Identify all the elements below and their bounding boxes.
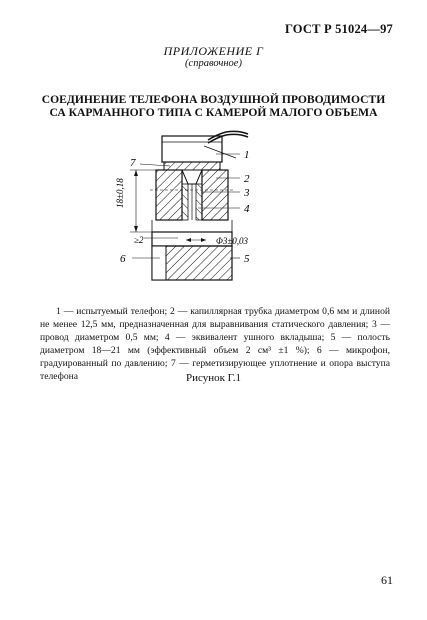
appendix-title: ПРИЛОЖЕНИЕ Г	[163, 44, 264, 58]
figure-legend: 1 — испытуемый телефон; 2 — капиллярная трубка диаметром 0,6 мм и длиной не менее 12,5 мм, предназначенная для выравнивания статического давления; 3 — провод диаметром 0,5 мм; 4 — эквивалент ушного вкладыша; 5 — полость диаметром 18—21 мм (эффективный объем 2 см³ ±1 %); 6 — микрофон, градуированный по давлению; 7 — герметизирующее уплотнение и опора выступа телефона	[40, 306, 390, 382]
dimension-height: 18±0,18	[115, 178, 125, 208]
label-5: 5	[244, 253, 250, 265]
telephone-body	[162, 131, 248, 162]
figure-caption: Рисунок Г.1	[185, 372, 242, 384]
technical-drawing	[90, 128, 280, 296]
label-1: 1	[244, 149, 250, 161]
label-6: 6	[120, 253, 126, 265]
label-3: 3	[244, 187, 250, 199]
document-title	[0, 93, 427, 119]
label-2: 2	[244, 173, 250, 185]
dimension-gap: ≥2	[134, 235, 144, 245]
standard-id: ГОСТ Р 51024—97	[284, 22, 393, 36]
label-7: 7	[130, 157, 136, 169]
dimension-diameter: Φ3±0,03	[216, 236, 249, 246]
page-number: 61	[381, 573, 393, 587]
lower-block	[152, 220, 232, 280]
label-4: 4	[244, 203, 250, 215]
title-line-2: СА КАРМАННОГО ТИПА С КАМЕРОЙ МАЛОГО ОБЪЕМА	[49, 106, 378, 119]
appendix-subtitle: (справочное)	[185, 58, 242, 69]
title-line-1: СОЕДИНЕНИЕ ТЕЛЕФОНА ВОЗДУШНОЙ ПРОВОДИМОСТИ	[41, 93, 386, 106]
